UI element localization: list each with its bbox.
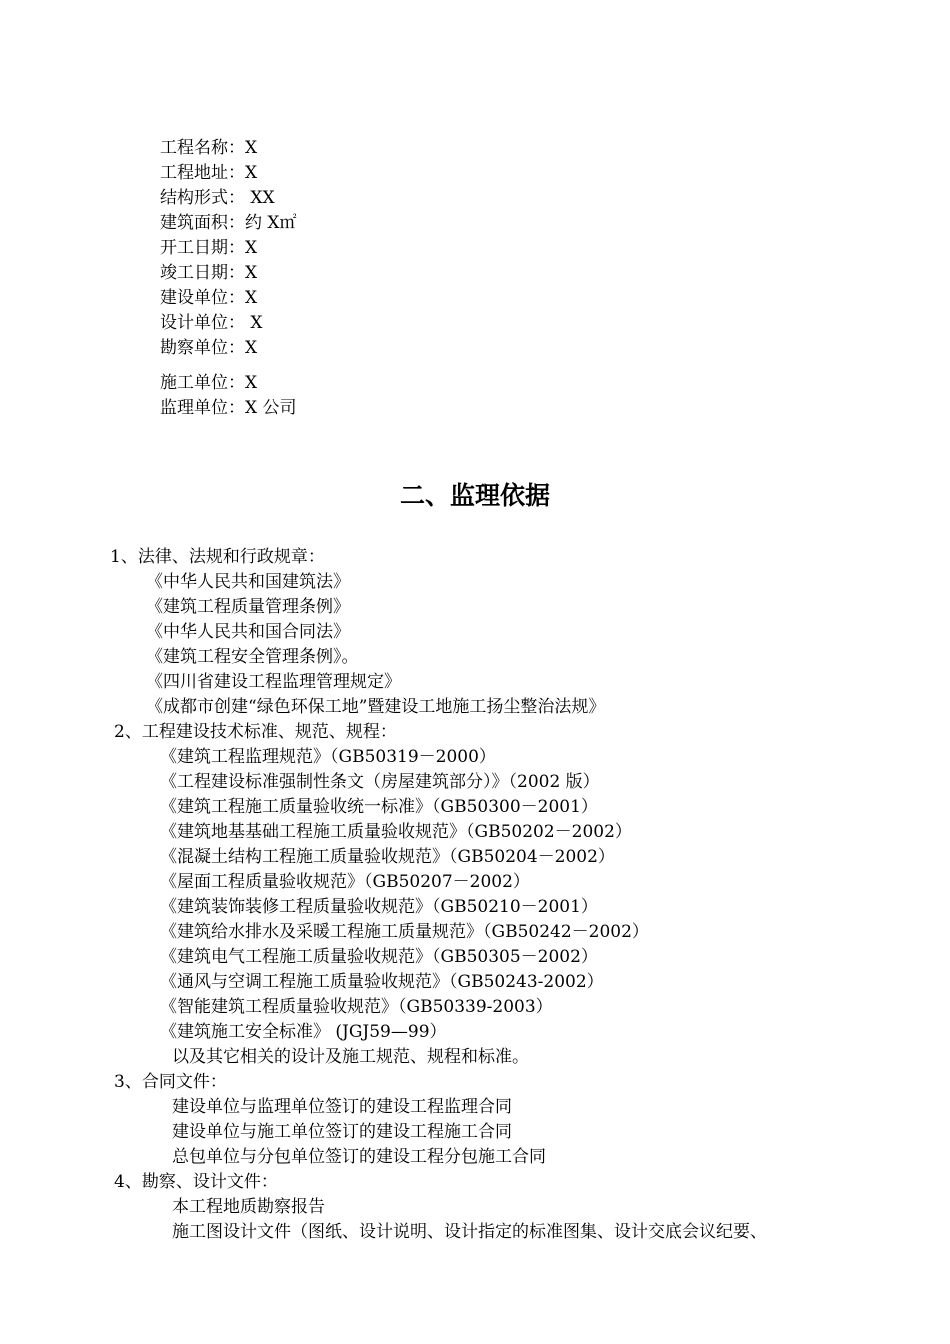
standard-item: 《建筑工程施工质量验收统一标准》（GB50300－2001）	[160, 797, 598, 817]
law-item: 《四川省建设工程监理管理规定》	[146, 672, 401, 692]
section-title: 二、监理依据	[399, 481, 550, 510]
standard-item: 《建筑装饰装修工程质量验收规范》（GB50210－2001）	[160, 897, 598, 917]
standards-note: 以及其它相关的设计及施工规范、规程和标准。	[172, 1047, 529, 1067]
completion-date: 竣工日期：X	[160, 263, 258, 283]
design-unit: 设计单位： X	[160, 313, 263, 333]
standard-item: 《混凝土结构工程施工质量验收规范》（GB50204－2002）	[160, 847, 615, 867]
standard-item: 《建筑电气工程施工质量验收规范》（GB50305－2002）	[160, 947, 598, 967]
standard-item: 《屋面工程质量验收规范》（GB50207－2002）	[160, 872, 530, 892]
contracts-heading: 3、合同文件：	[114, 1072, 227, 1092]
standard-item: 《建筑地基基础工程施工质量验收规范》（GB50202－2002）	[160, 822, 632, 842]
building-area: 建筑面积：约 X㎡	[160, 213, 297, 233]
standard-item: 《建筑施工安全标准》 (JGJ59—99）	[160, 1022, 447, 1042]
law-item: 《成都市创建“绿色环保工地”暨建设工地施工扬尘整治法规》	[146, 697, 606, 717]
start-date: 开工日期：X	[160, 238, 258, 258]
standard-item: 《通风与空调工程施工质量验收规范》（GB50243-2002）	[160, 972, 604, 992]
standard-item: 《工程建设标准强制性条文（房屋建筑部分）》（2002 版）	[160, 772, 600, 792]
contract-item: 建设单位与施工单位签订的建设工程施工合同	[172, 1122, 512, 1142]
structure-type: 结构形式： XX	[160, 188, 275, 208]
standards-heading: 2、工程建设技术标准、规范、规程：	[114, 722, 397, 742]
contract-item: 总包单位与分包单位签订的建设工程分包施工合同	[172, 1147, 546, 1167]
survey-design-item: 本工程地质勘察报告	[172, 1197, 325, 1217]
law-item: 《中华人民共和国建筑法》	[146, 572, 350, 592]
standard-item: 《智能建筑工程质量验收规范》（GB50339-2003）	[160, 997, 553, 1017]
survey-design-item: 施工图设计文件（图纸、设计说明、设计指定的标准图集、设计交底会议纪要、	[172, 1222, 767, 1242]
survey-design-heading: 4、勘察、设计文件：	[114, 1172, 278, 1192]
contract-item: 建设单位与监理单位签订的建设工程监理合同	[172, 1097, 512, 1117]
supervision-unit: 监理单位：X 公司	[160, 398, 297, 418]
owner-unit: 建设单位：X	[160, 288, 258, 308]
project-address: 工程地址：X	[160, 163, 258, 183]
law-item: 《中华人民共和国合同法》	[146, 622, 350, 642]
law-item: 《建筑工程质量管理条例》	[146, 597, 350, 617]
standard-item: 《建筑工程监理规范》（GB50319－2000）	[160, 747, 496, 767]
project-name: 工程名称：X	[160, 138, 258, 158]
construction-unit: 施工单位：X	[160, 373, 258, 393]
standard-item: 《建筑给水排水及采暖工程施工质量规范》（GB50242－2002）	[160, 922, 649, 942]
laws-heading: 1、法律、法规和行政规章：	[110, 547, 325, 567]
law-item: 《建筑工程安全管理条例》。	[146, 647, 359, 667]
survey-unit: 勘察单位：X	[160, 338, 258, 358]
